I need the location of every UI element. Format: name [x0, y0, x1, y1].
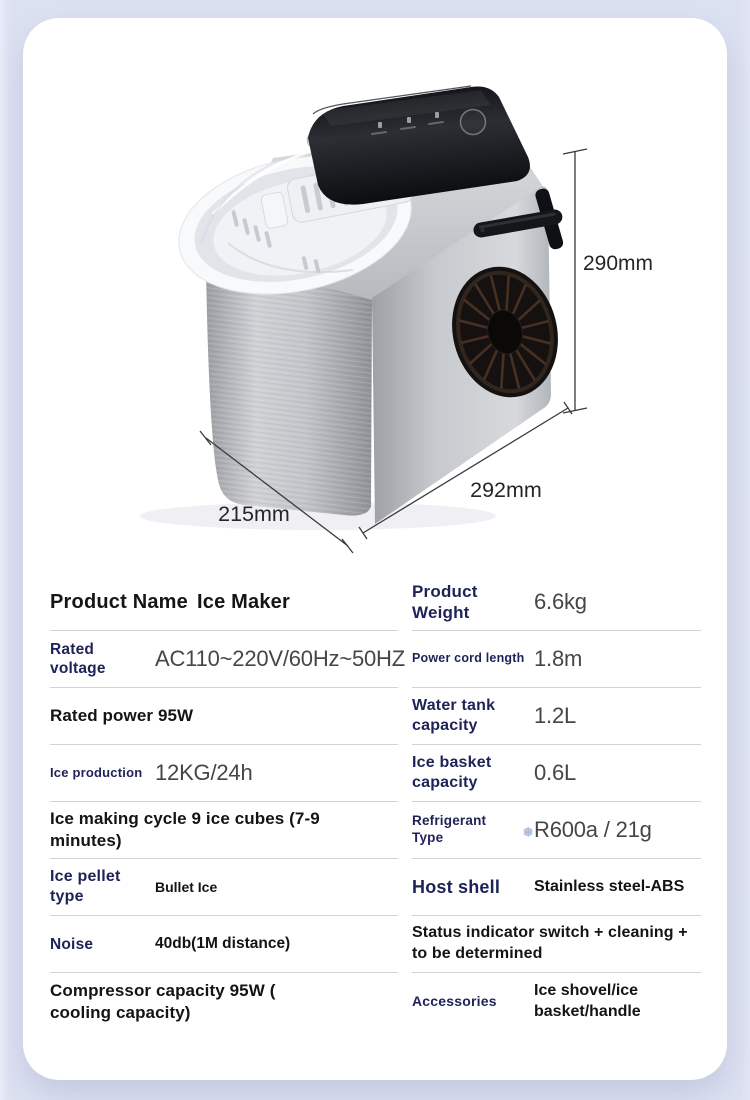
dimension-height-label: 290mm [583, 252, 654, 275]
dimension-height [563, 149, 587, 413]
spec-label: Ice pellet type [50, 868, 121, 906]
power-button [461, 110, 486, 135]
product-card [23, 18, 727, 1080]
spec-value: Ice Maker [197, 590, 290, 613]
spec-label: Accessories [412, 992, 497, 1009]
spec-compressor-capacity [50, 973, 398, 1030]
indicator-light-icon [435, 112, 439, 118]
spec-value: R600a / 21g [534, 817, 652, 843]
spec-ice-pellet-type [50, 859, 398, 916]
spec-value: 40db(1M distance) [155, 935, 291, 953]
spec-label: Noise [50, 935, 94, 953]
spec-status-indicator [412, 916, 701, 973]
spec-label: Power cord length [412, 651, 525, 666]
spec-noise [50, 916, 398, 973]
dimension-width-label: 292mm [470, 478, 542, 502]
spec-text: Compressor capacity 95W ( cooling capacity) [50, 980, 276, 1022]
indicator-light-icon [378, 122, 382, 128]
spec-text: Ice making cycle 9 ice cubes (7-9 minutes) [50, 809, 320, 851]
spec-host-shell [412, 859, 701, 916]
product-photo [23, 18, 727, 568]
spec-value: Stainless steel-ABS [534, 877, 685, 895]
spec-label: Product Weight [412, 581, 478, 622]
spec-power-cord-length [412, 631, 701, 688]
machine-front-brush-texture [206, 268, 372, 516]
spec-ice-basket-capacity [412, 745, 701, 802]
spec-value: 0.6L [534, 760, 577, 785]
spec-label: Rated voltage [50, 640, 106, 677]
ice-maker-illustration [23, 18, 727, 568]
spec-value: 12KG/24h [155, 760, 253, 785]
spec-label: Ice production [50, 764, 143, 780]
spec-accessories [412, 973, 701, 1030]
spec-rated-power [50, 688, 398, 745]
spec-refrigerant-type [412, 802, 701, 859]
spec-product-weight [412, 574, 701, 631]
spec-value: 6.6kg [534, 589, 587, 614]
indicator-light-icon [407, 117, 411, 123]
dimension-depth-label: 215mm [218, 502, 290, 526]
spec-product-name [50, 574, 398, 631]
spec-label: Water tank capacity [412, 697, 496, 734]
spec-value: Ice shovel/ice basket/handle [534, 981, 641, 1020]
spec-water-tank-capacity [412, 688, 701, 745]
spec-value: 1.2L [534, 703, 577, 728]
spec-ice-making-cycle [50, 802, 398, 859]
spec-table [23, 568, 727, 1030]
spec-rated-voltage [50, 631, 405, 688]
spec-text: Rated power 95W [50, 705, 194, 725]
spec-label: Product Name [50, 590, 188, 613]
spec-text: Status indicator switch + cleaning + to be determined [412, 924, 688, 963]
spec-value: 1.8m [534, 646, 583, 671]
spec-ice-production [50, 745, 398, 802]
spec-value: Bullet Ice [155, 879, 218, 896]
spec-label: Host shell [412, 876, 501, 897]
spec-label: Ice basket capacity [412, 754, 492, 791]
spec-label: Refrigerant Type [412, 813, 487, 846]
snowflake-cursor-icon: ❅ [522, 823, 534, 840]
spec-value: AC110~220V/60Hz~50HZ [155, 646, 405, 671]
